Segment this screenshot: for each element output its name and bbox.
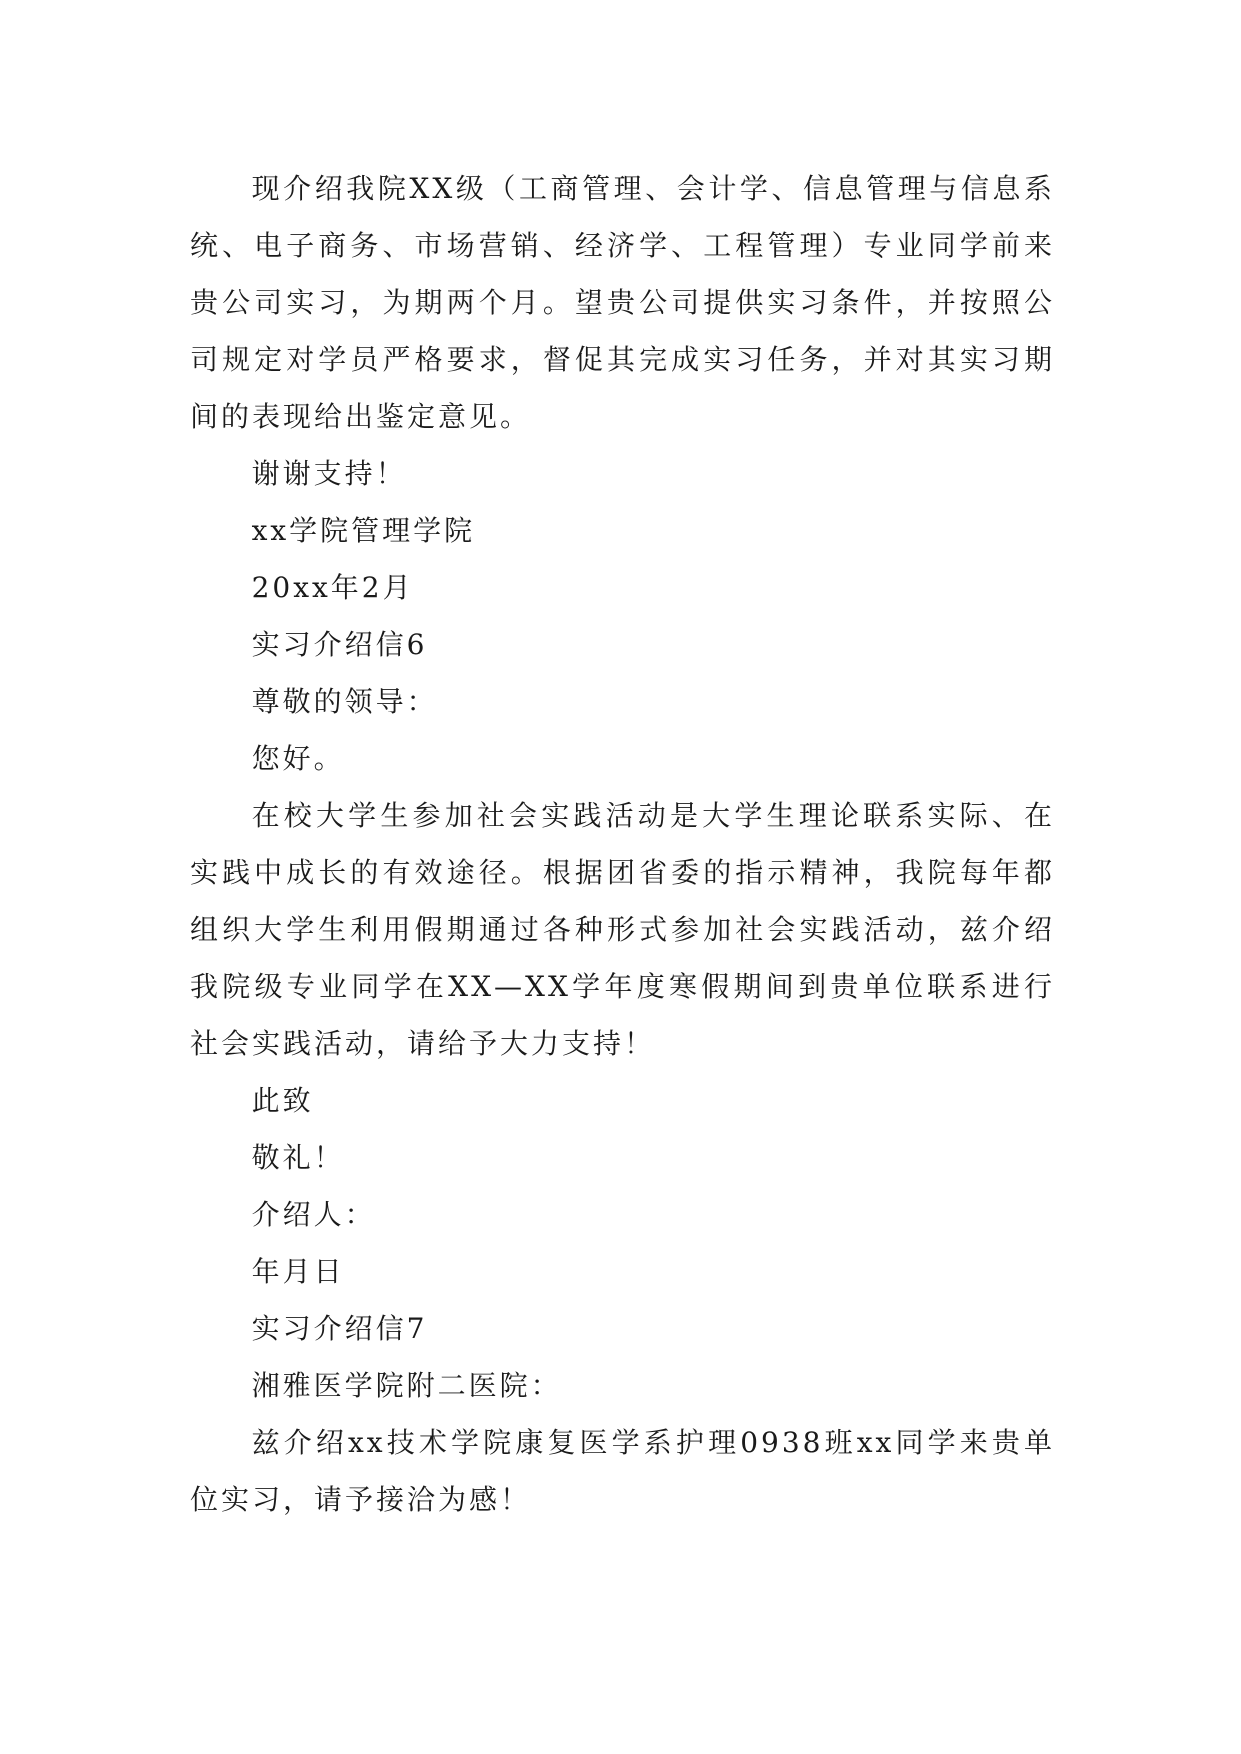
thanks-line: 谢谢支持！ — [251, 457, 407, 490]
document-body — [190, 160, 1055, 1528]
letter6-greeting: 您好。 — [251, 742, 345, 775]
letter7-recipient: 湘雅医学院附二医院： — [251, 1369, 562, 1402]
letter6-title: 实习介绍信6 — [251, 628, 428, 661]
letter6-introducer: 介绍人： — [251, 1198, 376, 1231]
letter6-date: 年月日 — [251, 1255, 345, 1288]
letter7-body: 兹介绍xx技术学院康复医学系护理0938班xx同学来贵单位实习，请予接洽为感！ — [190, 1426, 1055, 1516]
letter6-closing-2: 敬礼！ — [251, 1141, 345, 1174]
signature-date: 20xx年2月 — [251, 571, 414, 604]
intro-paragraph: 现介绍我院XX级（工商管理、会计学、信息管理与信息系统、电子商务、市场营销、经济学、工程管理）专业同学前来贵公司实习，为期两个月。望贵公司提供实习条件，并按照公司规定对学员严格要求，督促其完成实习任务，并对其实习期间的表现给出鉴定意见。 — [190, 172, 1055, 433]
signature-school: xx学院管理学院 — [251, 514, 476, 547]
letter6-salutation: 尊敬的领导： — [251, 685, 438, 718]
letter7-title: 实习介绍信7 — [251, 1312, 428, 1345]
letter6-body: 在校大学生参加社会实践活动是大学生理论联系实际、在实践中成长的有效途径。根据团省委的指示精神，我院每年都组织大学生利用假期通过各种形式参加社会实践活动，兹介绍我院级专业同学在XX—XX学年度寒假期间到贵单位联系进行社会实践活动，请给予大力支持！ — [190, 799, 1055, 1060]
letter6-closing-1: 此致 — [251, 1084, 314, 1117]
